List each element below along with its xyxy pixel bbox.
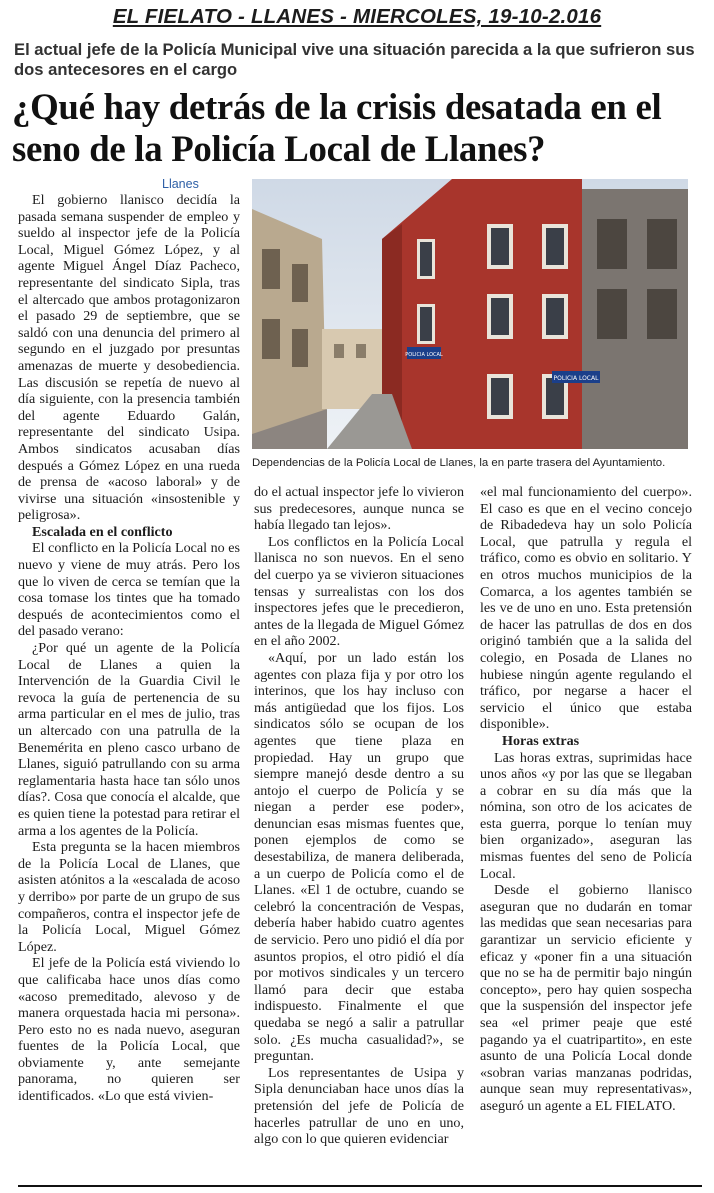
bottom-rule xyxy=(18,1185,702,1187)
police-sign-1: POLICIA LOCAL xyxy=(405,352,443,358)
police-sign-2: POLICIA LOCAL xyxy=(553,375,599,382)
section-heading: Horas extras xyxy=(502,732,580,749)
paragraph: El gobierno llanisco decidía la pasada semana suspender de empleo y sueldo al inspector jefe de la Policía Local, Miguel Gómez López, y al agente Miguel Ángel Díaz Pacheco, representante del sindicato Sipla, tras el altercado que ambos protagonizaron el pasado 29 de septiembre, que se saldó con una denuncia del primero al segundo en el juzgado por presuntas amenazas de muerte y desobediencia. Las discusión se repetía de nuevo al día siguiente, con la presencia también del agente Eduardo Galán, representante del sindicato Usipa. Ambos sindicatos acusaban días después a Gómez López en una rueda de prensa de «acoso laboral» y de vivirse una situación «insostenible y peligrosa». xyxy=(18,192,240,524)
article-column-2 xyxy=(254,484,464,1148)
paragraph: Desde el gobierno llanisco aseguran que no dudarán en tomar las medidas que sean necesarias para garantizar un servicio eficiente y eficaz y «poner fin a una situación que no se ha de permitir bajo ningún concepto», pero hay quien sospecha que la suspensión del inspector jefe sea «el primer peaje que esté pagando ya el cuatripartito», en este asunto de una Policía Local donde «sobran varias manzanas podridas, aunque sean muy representativas», aseguró un agente a EL FIELATO. xyxy=(480,882,692,1114)
article-column-1 xyxy=(18,176,240,1105)
headline: ¿Qué hay detrás de la crisis desatada en el seno de la Policía Local de Llanes? xyxy=(12,86,662,169)
street-scene-illustration xyxy=(252,179,688,449)
paragraph: Los conflictos en la Policía Local llanisca no son nuevos. En el seno del cuerpo ya se vivieron situaciones tensas y surrealistas con los dos inspectores jefes que le precedieron, antes de la llegada de Miguel Gómez en el año 2002. xyxy=(254,533,464,650)
subheadline: El actual jefe de la Policía Municipal vive una situación parecida a la que sufrieron sus dos antecesores en el cargo xyxy=(14,40,695,79)
paragraph: Esta pregunta se la hacen miembros de la Policía Local de Llanes, que asisten atónitos a la «escalada de acoso y derribo» por parte de un grupo de sus compañeros, contra el inspector jefe de la Policía Local, Miguel Gómez López. xyxy=(18,839,240,955)
paragraph: El conflicto en la Policía Local no es nuevo y viene de muy atrás. Pero los que lo viven de cerca se temían que la cosa tomase los tintes que ha tomado después de acontecimientos como el del pasado verano: xyxy=(18,540,240,640)
paragraph: do el actual inspector jefe lo vivieron sus predecesores, aunque nunca se había llegado tan lejos». xyxy=(254,484,464,534)
paragraph: El jefe de la Policía está viviendo lo que calificaba hace unos días como «acoso premeditado, alevoso y de manera orquestada hacia mi persona». Pero esto no es nada nuevo, aseguran fuentes de la Policía Local, que obviamente y, ante semejante panorama, no quieren ser identificados. «Lo que está vivien- xyxy=(18,955,240,1105)
article-photo xyxy=(252,179,688,449)
photo-caption: Dependencias de la Policía Local de Llanes, la en parte trasera del Ayuntamiento. xyxy=(252,457,666,469)
section-heading: Escalada en el conflicto xyxy=(32,523,173,540)
article-column-3 xyxy=(480,484,692,1115)
paragraph: «Aquí, por un lado están los agentes con plaza fija y por otro los interinos, que los hay incluso con más antigüedad que los fijos. Los sindicatos sólo se ocupan de los agentes que tiene plaza en propiedad. Hay un grupo que siempre manejó desde dentro a su antojo el cuerpo de Policía y se niegan a perder ese poder», denuncian esas mismas fuentes que, ponen ejemplos de como se desestabiliza, de manera deliberada, a un cuerpo de Policía como el de Llanes. «El 1 de octubre, cuando se celebró la concentración de Vespas, debería haber habido cuatro agentes de servicio. Pero uno pidió el día por asuntos propios, el otro pidió el día por motivos sindicales y un tercero llamó para decir que estaba indispuesto. Finalmente el que quedaba se negó a salir a patrullar solo. ¿Es mucha casualidad?», se preguntan. xyxy=(254,649,464,1065)
paragraph: Los representantes de Usipa y Sipla denunciaban hace unos días la pretensión del jefe de Policía de hacerles patrullar de uno en uno, algo con lo que quieren evidenciar xyxy=(254,1064,464,1148)
paragraph: Las horas extras, suprimidas hace unos años «y por las que se llegaban a cobrar en su día más que la nómina, son otro de los acicates de esta guerra, porque lo tenían muy bien organizado», aseguran las mismas fuentes del seno de Policía Local. xyxy=(480,749,692,882)
paragraph: ¿Por qué un agente de la Policía Local de Llanes a quien la Intervención de la Guardia Civil le revoca la guía de pertenencia de su arma particular en el mes de julio, tras un altercado con una patrulla de la Benemérita en pleno casco urbano de Llanes, siguió patrullando con su arma reglamentaria hasta hace tan sólo unos días?. Cosa que conocía el alcalde, que es quien tiene la potestad para retirar el arma a los agentes de la Policía. xyxy=(18,640,240,839)
section-kicker: Llanes xyxy=(162,177,199,191)
masthead: EL FIELATO - LLANES - MIERCOLES, 19-10-2.016 xyxy=(112,5,602,28)
paragraph: «el mal funcionamiento del cuerpo». El caso es que en el vecino concejo de Ribadedeva hay un solo Policía Local, que patrulla y regula el tráfico, como es obvio en solitario. Y en otros muchos municipios de la Comarca, a los agentes también se les ve de uno en uno. Esta pretensión de hacer las patrullas de dos en dos originó también que a la salida del colegio, en Posada de Llanes no hubiese ningún agente regulando el tráfico, por negarse a hacer el servicio el único que estaba disponible». xyxy=(480,484,692,733)
